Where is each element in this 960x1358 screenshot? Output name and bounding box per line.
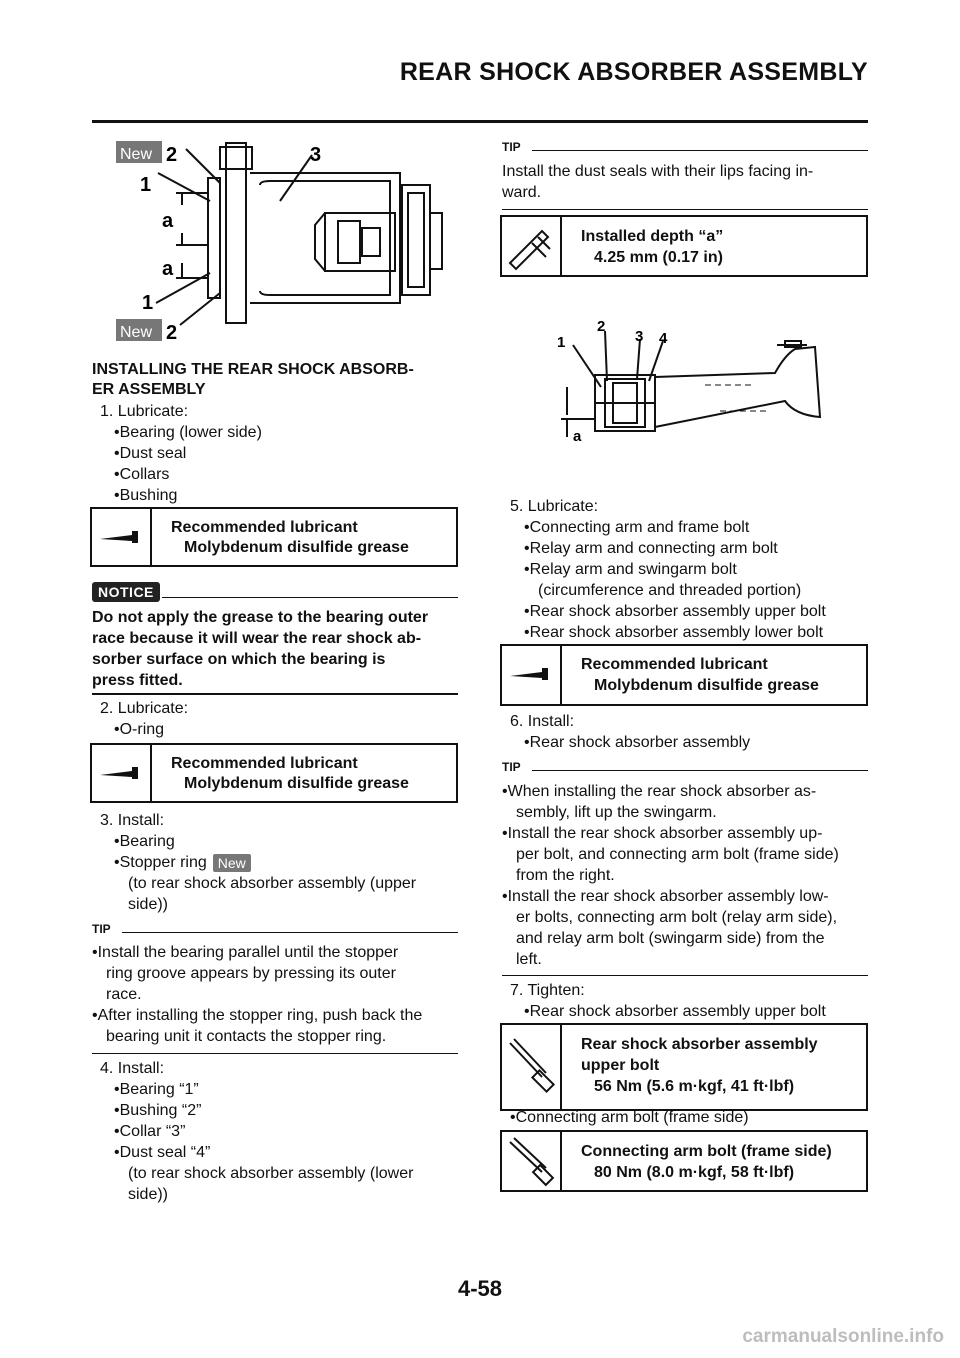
tip-rule-top <box>532 150 868 151</box>
tip-label: TIP <box>502 140 521 154</box>
fig2-label-3: 3 <box>635 328 644 345</box>
torque-label: Connecting arm bolt (frame side) <box>581 1143 832 1160</box>
step3-item-stopper <box>114 852 251 873</box>
new-badge: New <box>213 854 251 872</box>
tip-text: ward. <box>502 184 542 201</box>
tip-rule-top <box>122 932 458 933</box>
tip-text: from the right. <box>516 867 615 884</box>
step3-sub: side)) <box>128 896 169 913</box>
step3-sub: (to rear shock absorber assembly (upper <box>128 875 417 892</box>
page-number: 4-58 <box>457 1276 503 1301</box>
section-title-line1: INSTALLING THE REAR SHOCK ABSORB- <box>92 361 414 378</box>
label-2-top: 2 <box>166 144 178 166</box>
step5-item: • Relay arm and connecting arm bolt <box>524 538 778 559</box>
figure-bearing-install <box>545 315 845 450</box>
tip-rule-top <box>532 770 868 771</box>
tip-rule-bottom <box>502 975 868 976</box>
tip-text: • After installing the stopper ring, push back the <box>92 1005 422 1026</box>
torque-wrench-icon <box>502 1025 558 1109</box>
notice-text: sorber surface on which the bearing is <box>92 651 386 668</box>
lubricant-value: Molybdenum disulfide grease <box>594 677 819 694</box>
tip-rule-bottom <box>92 1053 458 1054</box>
label-3: 3 <box>310 144 322 166</box>
new-badge-top: New <box>120 146 153 163</box>
tip-text: • Install the rear shock absorber assembly up- <box>502 823 822 844</box>
step7-item: • Connecting arm bolt (frame side) <box>510 1107 749 1128</box>
figure-shock-absorber <box>100 133 460 348</box>
tip-text: race. <box>106 986 142 1003</box>
step1-item: • Bearing (lower side) <box>114 422 262 443</box>
torque-value: 80 Nm (8.0 m·kgf, 58 ft·lbf) <box>594 1164 795 1181</box>
tip-text: sembly, lift up the swingarm. <box>516 804 717 821</box>
label-2-bottom: 2 <box>166 322 178 344</box>
step4-item: • Bushing “2” <box>114 1100 201 1121</box>
tip-label: TIP <box>92 922 111 936</box>
depth-label: Installed depth “a” <box>581 228 724 245</box>
lubricant-box-3 <box>500 644 868 706</box>
notice-text: race because it will wear the rear shock ab- <box>92 630 422 647</box>
notice-text: press fitted. <box>92 672 183 689</box>
notice-tag: NOTICE <box>92 582 160 602</box>
step5-item: • Connecting arm and frame bolt <box>524 517 749 538</box>
step5-item: • Relay arm and swingarm bolt <box>524 559 737 580</box>
step7-item: • Rear shock absorber assembly upper bolt <box>524 1001 826 1022</box>
lubricant-value: Molybdenum disulfide grease <box>184 775 409 792</box>
tip-text: • When installing the rear shock absorber as- <box>502 781 816 802</box>
tip-text: left. <box>516 951 542 968</box>
depth-value: 4.25 mm (0.17 in) <box>594 249 723 266</box>
fig2-label-2: 2 <box>597 318 606 335</box>
tip-rule-bottom <box>502 209 868 210</box>
lubricant-label: Recommended lubricant <box>171 755 358 772</box>
step1-item: • Dust seal <box>114 443 186 464</box>
step2-label: 2. Lubricate: <box>100 700 189 717</box>
step5-item: • Rear shock absorber assembly lower bolt <box>524 622 823 643</box>
lubricant-box-1 <box>90 507 458 567</box>
tip-text: er bolts, connecting arm bolt (relay arm side), <box>516 909 838 926</box>
tip-text: and relay arm bolt (swingarm side) from the <box>516 930 825 947</box>
tip-text: per bolt, and connecting arm bolt (frame side) <box>516 846 839 863</box>
step5-sub: (circumference and threaded portion) <box>538 582 802 599</box>
page-header-title: REAR SHOCK ABSORBER ASSEMBLY <box>399 58 868 86</box>
step4-sub: side)) <box>128 1186 169 1203</box>
step4-item: • Bearing “1” <box>114 1079 199 1100</box>
fig2-label-1: 1 <box>557 334 566 351</box>
step4-label: 4. Install: <box>100 1060 165 1077</box>
step4-sub: (to rear shock absorber assembly (lower <box>128 1165 414 1182</box>
lubricant-box-2 <box>90 743 458 803</box>
step5-label: 5. Lubricate: <box>510 498 599 515</box>
depth-spec-box <box>500 215 868 277</box>
label-1-bottom: 1 <box>142 292 154 314</box>
lubricant-label: Recommended lubricant <box>581 656 768 673</box>
step6-label: 6. Install: <box>510 713 575 730</box>
step4-item: • Collar “3” <box>114 1121 185 1142</box>
section-title-line2: ER ASSEMBLY <box>92 381 206 398</box>
torque-label: upper bolt <box>581 1057 660 1074</box>
label-a-bottom: a <box>162 258 174 280</box>
fig2-label-a: a <box>573 428 582 445</box>
watermark: carmanualsonline.info <box>742 1326 944 1347</box>
tip-text: Install the dust seals with their lips facing in- <box>502 163 814 180</box>
step1-item: • Collars <box>114 464 169 485</box>
step1-item: • Bushing <box>114 485 177 506</box>
torque-wrench-icon <box>502 1132 558 1190</box>
torque-box-2 <box>500 1130 868 1192</box>
step2-item: • O-ring <box>114 719 164 740</box>
notice-rule-top <box>162 597 458 598</box>
fig2-label-4: 4 <box>659 330 668 347</box>
step3-label: 3. Install: <box>100 812 165 829</box>
notice-rule-bottom <box>92 693 458 695</box>
label-1-top: 1 <box>140 174 152 196</box>
header-rule <box>92 120 868 123</box>
grease-gun-icon <box>92 745 148 801</box>
torque-box-1 <box>500 1023 868 1111</box>
notice-text: Do not apply the grease to the bearing outer <box>92 609 429 626</box>
lubricant-value: Molybdenum disulfide grease <box>184 539 409 556</box>
tip-text: ring groove appears by pressing its outer <box>106 965 396 982</box>
grease-gun-icon <box>92 509 148 565</box>
caliper-icon <box>502 217 558 275</box>
step6-item: • Rear shock absorber assembly <box>524 732 750 753</box>
tip-text: • Install the rear shock absorber assembly low- <box>502 886 829 907</box>
step3-item: • Stopper ring <box>114 854 207 871</box>
grease-gun-icon <box>502 646 558 704</box>
new-badge-bottom: New <box>120 324 153 341</box>
torque-value: 56 Nm (5.6 m·kgf, 41 ft·lbf) <box>594 1078 795 1095</box>
step4-item: • Dust seal “4” <box>114 1142 210 1163</box>
tip-text: • Install the bearing parallel until the stopper <box>92 942 398 963</box>
step5-item: • Rear shock absorber assembly upper bolt <box>524 601 826 622</box>
tip-label: TIP <box>502 760 521 774</box>
step7-label: 7. Tighten: <box>510 982 585 999</box>
step3-item: • Bearing <box>114 831 175 852</box>
torque-label: Rear shock absorber assembly <box>581 1036 818 1053</box>
step1-label: 1. Lubricate: <box>100 403 189 420</box>
tip-text: bearing unit it contacts the stopper ring. <box>106 1028 387 1045</box>
lubricant-label: Recommended lubricant <box>171 519 358 536</box>
label-a-top: a <box>162 210 174 232</box>
